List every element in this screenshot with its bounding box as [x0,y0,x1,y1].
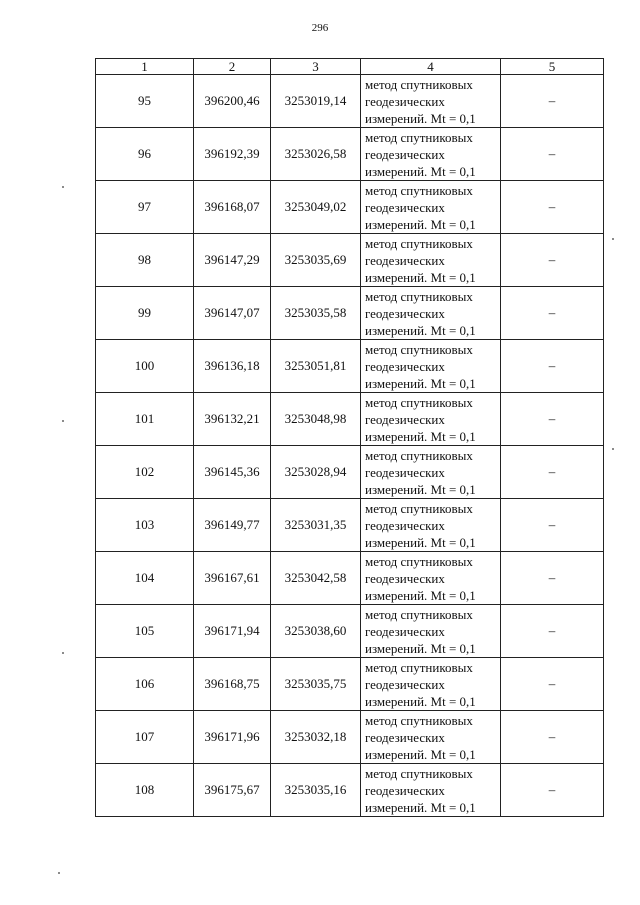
method-line: геодезических [365,199,445,215]
method-line: метод спутниковых [365,394,473,410]
note-cell: – [501,764,604,817]
header-col-4: 4 [361,59,501,75]
point-number-cell: 101 [96,393,194,446]
method-line: геодезических [365,464,445,480]
table-row [96,446,604,499]
table-row [96,499,604,552]
header-col-2: 2 [194,59,271,75]
method-cell [361,234,501,287]
method-line: геодезических [365,782,445,798]
method-line: измерений. Mt = 0,1 [365,375,476,391]
point-number-cell: 95 [96,75,194,128]
coordinate-y-cell: 3253035,69 [271,234,361,287]
method-line: измерений. Mt = 0,1 [365,269,476,285]
note-cell: – [501,340,604,393]
table-body [96,75,604,817]
method-cell [361,128,501,181]
coordinate-x-cell: 396171,96 [194,711,271,764]
method-line: измерений. Mt = 0,1 [365,746,476,762]
coordinate-x-cell: 396167,61 [194,552,271,605]
point-number-cell: 97 [96,181,194,234]
method-line: геодезических [365,93,445,109]
note-cell: – [501,711,604,764]
header-col-1: 1 [96,59,194,75]
coordinate-y-cell: 3253035,75 [271,658,361,711]
table-row [96,181,604,234]
coordinate-y-cell: 3253049,02 [271,181,361,234]
note-cell: – [501,446,604,499]
coordinate-x-cell: 396192,39 [194,128,271,181]
method-line: геодезических [365,570,445,586]
point-number-cell: 106 [96,658,194,711]
coordinate-x-cell: 396149,77 [194,499,271,552]
note-cell: – [501,287,604,340]
point-number-cell: 105 [96,605,194,658]
coordinate-x-cell: 396168,75 [194,658,271,711]
table-row [96,764,604,817]
coordinate-y-cell: 3253048,98 [271,393,361,446]
note-cell: – [501,499,604,552]
point-number-cell: 107 [96,711,194,764]
method-line: метод спутниковых [365,606,473,622]
method-line: метод спутниковых [365,447,473,463]
coordinate-y-cell: 3253051,81 [271,340,361,393]
point-number-cell: 99 [96,287,194,340]
method-cell [361,75,501,128]
header-col-3: 3 [271,59,361,75]
header-col-5: 5 [501,59,604,75]
coordinate-x-cell: 396136,18 [194,340,271,393]
method-line: геодезических [365,676,445,692]
method-line: метод спутниковых [365,553,473,569]
note-cell: – [501,128,604,181]
note-cell: – [501,393,604,446]
table-row [96,287,604,340]
method-line: геодезических [365,146,445,162]
table-row [96,605,604,658]
table-row [96,75,604,128]
note-cell: – [501,181,604,234]
method-line: метод спутниковых [365,659,473,675]
method-line: измерений. Mt = 0,1 [365,481,476,497]
method-line: геодезических [365,623,445,639]
method-cell [361,287,501,340]
method-line: измерений. Mt = 0,1 [365,322,476,338]
note-cell: – [501,234,604,287]
coordinate-y-cell: 3253026,58 [271,128,361,181]
coordinate-y-cell: 3253019,14 [271,75,361,128]
method-cell [361,764,501,817]
coordinate-y-cell: 3253035,16 [271,764,361,817]
coordinates-table [95,58,604,817]
method-cell [361,499,501,552]
header-row [96,59,604,75]
coordinate-x-cell: 396175,67 [194,764,271,817]
method-line: измерений. Mt = 0,1 [365,640,476,656]
method-cell [361,393,501,446]
coordinate-y-cell: 3253042,58 [271,552,361,605]
page-number: 296 [311,22,329,34]
scan-speck [612,238,614,240]
method-line: метод спутниковых [365,129,473,145]
coordinate-y-cell: 3253038,60 [271,605,361,658]
method-line: метод спутниковых [365,182,473,198]
method-line: геодезических [365,252,445,268]
method-line: измерений. Mt = 0,1 [365,428,476,444]
table-row [96,128,604,181]
coordinate-y-cell: 3253031,35 [271,499,361,552]
point-number-cell: 108 [96,764,194,817]
scan-speck [62,186,64,188]
method-line: метод спутниковых [365,712,473,728]
table-row [96,552,604,605]
method-line: измерений. Mt = 0,1 [365,799,476,815]
method-cell [361,181,501,234]
method-line: метод спутниковых [365,765,473,781]
coordinate-y-cell: 3253032,18 [271,711,361,764]
table-row [96,234,604,287]
note-cell: – [501,605,604,658]
coordinate-x-cell: 396200,46 [194,75,271,128]
coordinate-x-cell: 396168,07 [194,181,271,234]
coordinate-x-cell: 396132,21 [194,393,271,446]
coordinate-y-cell: 3253035,58 [271,287,361,340]
point-number-cell: 103 [96,499,194,552]
method-line: измерений. Mt = 0,1 [365,163,476,179]
scan-speck [62,652,64,654]
coordinate-x-cell: 396147,29 [194,234,271,287]
scan-speck [62,420,64,422]
method-line: геодезических [365,305,445,321]
method-line: геодезических [365,729,445,745]
point-number-cell: 96 [96,128,194,181]
scan-speck [58,872,60,874]
method-cell [361,658,501,711]
point-number-cell: 100 [96,340,194,393]
table-header [96,59,604,75]
table-row [96,393,604,446]
point-number-cell: 104 [96,552,194,605]
coordinate-x-cell: 396171,94 [194,605,271,658]
coordinate-x-cell: 396145,36 [194,446,271,499]
method-line: измерений. Mt = 0,1 [365,587,476,603]
method-line: измерений. Mt = 0,1 [365,110,476,126]
note-cell: – [501,658,604,711]
method-cell [361,340,501,393]
coordinate-x-cell: 396147,07 [194,287,271,340]
method-cell [361,552,501,605]
method-cell [361,446,501,499]
scan-speck [612,448,614,450]
method-cell [361,605,501,658]
table-row [96,711,604,764]
method-line: метод спутниковых [365,288,473,304]
method-line: метод спутниковых [365,500,473,516]
method-line: измерений. Mt = 0,1 [365,216,476,232]
method-line: метод спутниковых [365,235,473,251]
method-line: измерений. Mt = 0,1 [365,534,476,550]
method-line: измерений. Mt = 0,1 [365,693,476,709]
coordinate-y-cell: 3253028,94 [271,446,361,499]
note-cell: – [501,75,604,128]
method-line: метод спутниковых [365,341,473,357]
method-line: геодезических [365,411,445,427]
table-row [96,658,604,711]
note-cell: – [501,552,604,605]
method-line: метод спутниковых [365,76,473,92]
method-line: геодезических [365,358,445,374]
method-cell [361,711,501,764]
table-row [96,340,604,393]
point-number-cell: 98 [96,234,194,287]
point-number-cell: 102 [96,446,194,499]
method-line: геодезических [365,517,445,533]
